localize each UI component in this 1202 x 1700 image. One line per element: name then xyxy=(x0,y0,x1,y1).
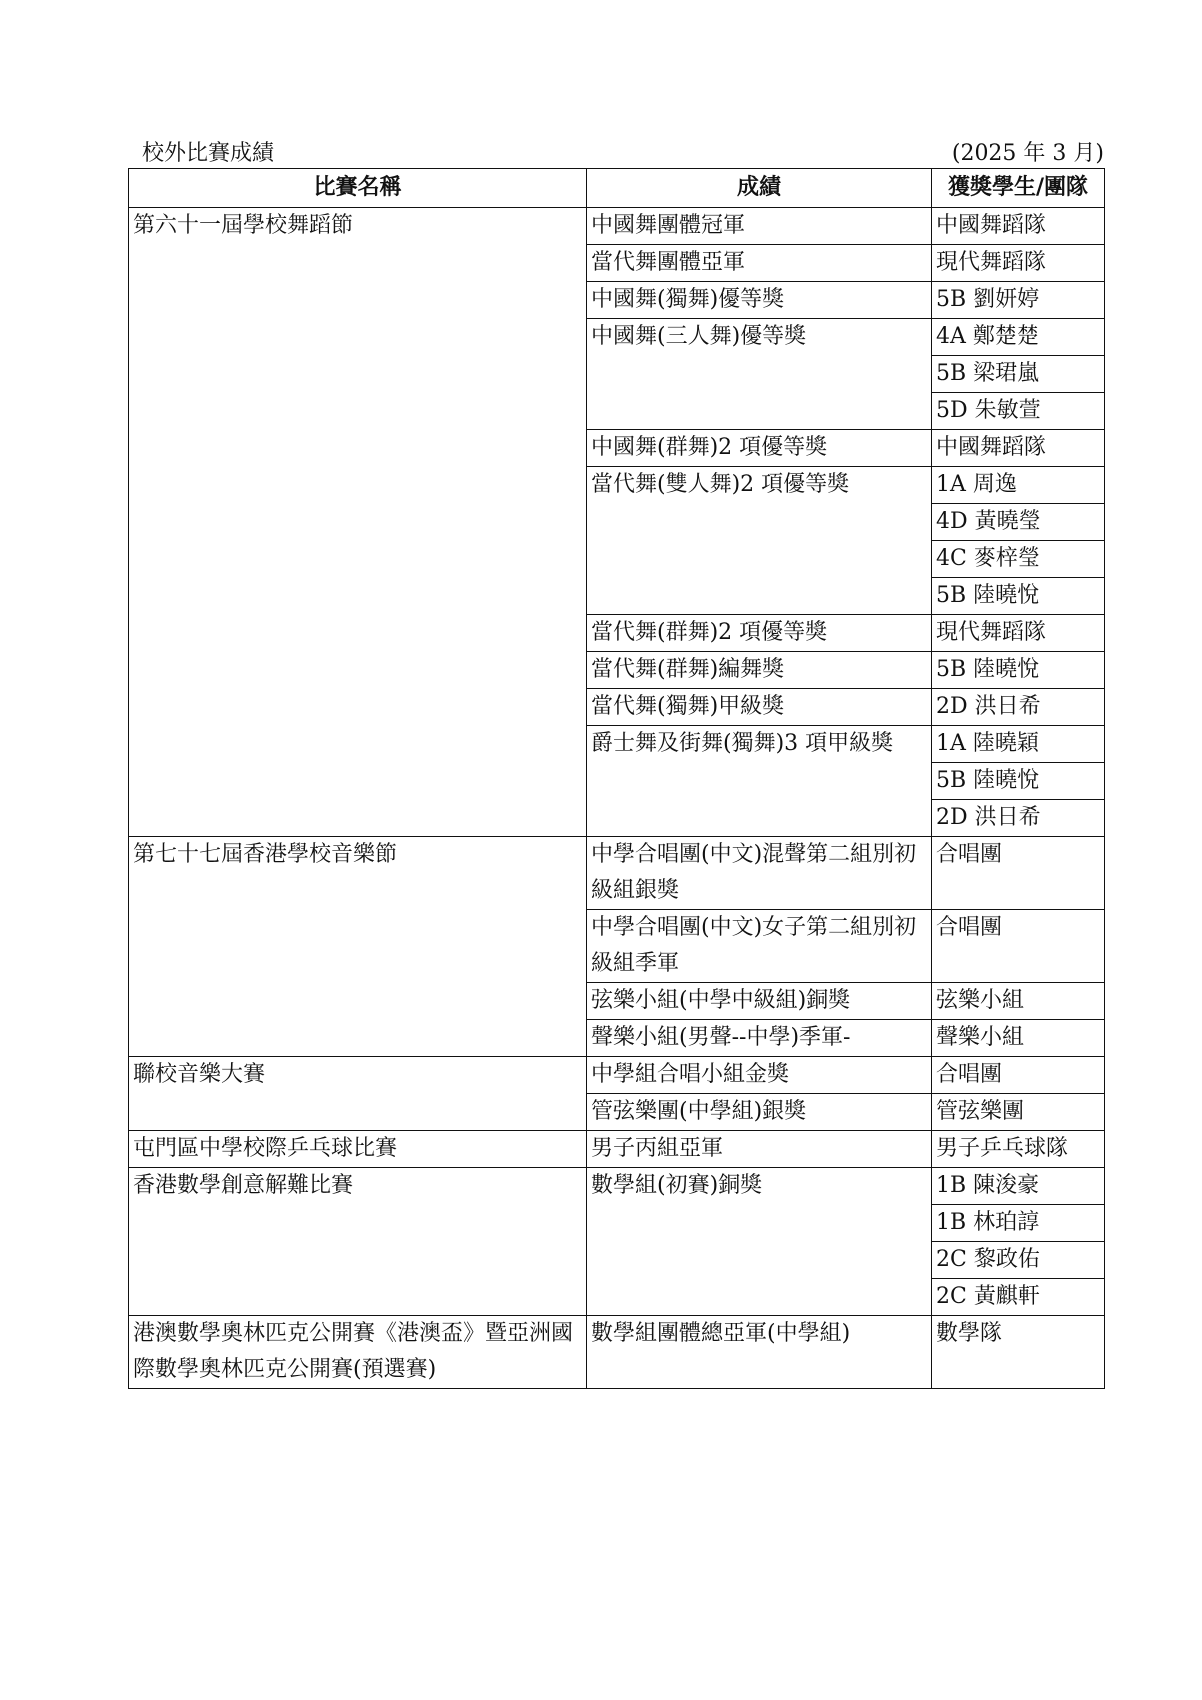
award-cell: 中國舞(獨舞)優等獎 xyxy=(587,282,932,319)
winner-cell: 2C 黃麒軒 xyxy=(932,1279,1105,1316)
winner-cell: 1A 周逸 xyxy=(932,467,1105,504)
winner-cell: 5B 劉妍婷 xyxy=(932,282,1105,319)
winner-cell: 男子乒乓球隊 xyxy=(932,1131,1105,1168)
award-cell: 中學組合唱小組金獎 xyxy=(587,1057,932,1094)
award-cell: 中國舞(三人舞)優等獎 xyxy=(587,319,932,430)
competition-name: 第六十一屆學校舞蹈節 xyxy=(129,208,587,837)
award-cell: 當代舞(群舞)2 項優等獎 xyxy=(587,615,932,652)
competition-name: 屯門區中學校際乒乓球比賽 xyxy=(129,1131,587,1168)
competition-name: 港澳數學奧林匹克公開賽《港澳盃》暨亞洲國際數學奧林匹克公開賽(預選賽) xyxy=(129,1316,587,1389)
table-row xyxy=(129,208,1105,245)
award-cell: 爵士舞及街舞(獨舞)3 項甲級獎 xyxy=(587,726,932,837)
award-cell: 男子丙組亞軍 xyxy=(587,1131,932,1168)
winner-cell: 4C 麥梓瑩 xyxy=(932,541,1105,578)
winner-cell: 1B 林珀諄 xyxy=(932,1205,1105,1242)
award-cell: 中學合唱團(中文)混聲第二組別初級組銀獎 xyxy=(587,837,932,910)
award-cell: 數學組(初賽)銅獎 xyxy=(587,1168,932,1316)
winner-cell: 聲樂小組 xyxy=(932,1020,1105,1057)
page-header xyxy=(128,136,1104,166)
winner-cell: 合唱團 xyxy=(932,1057,1105,1094)
winner-cell: 數學隊 xyxy=(932,1316,1105,1389)
award-cell: 當代舞(群舞)編舞獎 xyxy=(587,652,932,689)
winner-cell: 現代舞蹈隊 xyxy=(932,615,1105,652)
results-body xyxy=(129,208,1105,1389)
column-header-competition: 比賽名稱 xyxy=(129,169,587,208)
winner-cell: 1B 陳浚豪 xyxy=(932,1168,1105,1205)
table-row xyxy=(129,1057,1105,1094)
winner-cell: 2D 洪日希 xyxy=(932,689,1105,726)
award-cell: 聲樂小組(男聲--中學)季軍- xyxy=(587,1020,932,1057)
award-cell: 管弦樂團(中學組)銀獎 xyxy=(587,1094,932,1131)
report-date: (2025 年 3 月) xyxy=(951,141,1104,166)
winner-cell: 2D 洪日希 xyxy=(932,800,1105,837)
table-row xyxy=(129,1316,1105,1389)
winner-cell: 合唱團 xyxy=(932,837,1105,910)
winner-cell: 5B 陸曉悅 xyxy=(932,763,1105,800)
column-header-winners: 獲獎學生/團隊 xyxy=(932,169,1105,208)
winner-cell: 4D 黃曉瑩 xyxy=(932,504,1105,541)
winner-cell: 5B 陸曉悅 xyxy=(932,652,1105,689)
award-cell: 中國舞團體冠軍 xyxy=(587,208,932,245)
winner-cell: 合唱團 xyxy=(932,910,1105,983)
winner-cell: 1A 陸曉穎 xyxy=(932,726,1105,763)
header-row xyxy=(129,169,1105,208)
winner-cell: 5B 陸曉悅 xyxy=(932,578,1105,615)
award-cell: 當代舞(雙人舞)2 項優等獎 xyxy=(587,467,932,615)
competition-name: 第七十七屆香港學校音樂節 xyxy=(129,837,587,1057)
winner-cell: 中國舞蹈隊 xyxy=(932,208,1105,245)
award-cell: 當代舞(獨舞)甲級獎 xyxy=(587,689,932,726)
winner-cell: 4A 鄭楚楚 xyxy=(932,319,1105,356)
table-row xyxy=(129,1168,1105,1205)
award-cell: 中國舞(群舞)2 項優等獎 xyxy=(587,430,932,467)
winner-cell: 弦樂小組 xyxy=(932,983,1105,1020)
award-cell: 弦樂小組(中學中級組)銅獎 xyxy=(587,983,932,1020)
winner-cell: 中國舞蹈隊 xyxy=(932,430,1105,467)
competition-name: 聯校音樂大賽 xyxy=(129,1057,587,1131)
winner-cell: 現代舞蹈隊 xyxy=(932,245,1105,282)
competition-name: 香港數學創意解難比賽 xyxy=(129,1168,587,1316)
award-cell: 中學合唱團(中文)女子第二組別初級組季軍 xyxy=(587,910,932,983)
results-table xyxy=(128,168,1105,1389)
winner-cell: 2C 黎政佑 xyxy=(932,1242,1105,1279)
table-row xyxy=(129,1131,1105,1168)
award-cell: 數學組團體總亞軍(中學組) xyxy=(587,1316,932,1389)
page-title: 校外比賽成績 xyxy=(142,141,275,166)
winner-cell: 管弦樂團 xyxy=(932,1094,1105,1131)
winner-cell: 5D 朱敏萱 xyxy=(932,393,1105,430)
winner-cell: 5B 梁珺嵐 xyxy=(932,356,1105,393)
table-row xyxy=(129,837,1105,910)
award-cell: 當代舞團體亞軍 xyxy=(587,245,932,282)
column-header-result: 成績 xyxy=(587,169,932,208)
